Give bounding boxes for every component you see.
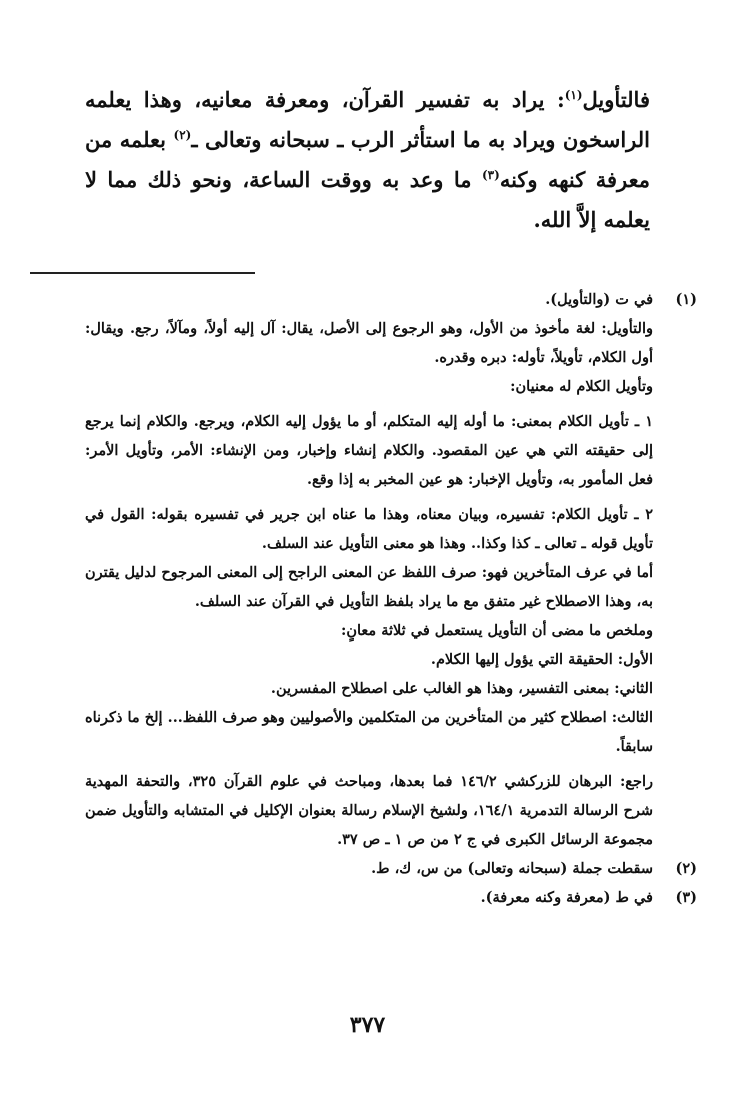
footnote-paragraph: الثالث: اصطلاح كثير من المتأخرين من المتكلمين والأصوليين وهو صرف اللفظ... إلخ ما ذكرناه سابقاً. bbox=[85, 709, 653, 755]
footnote-number: (١) bbox=[675, 291, 697, 308]
main-text-part-3: ما وعد به ووقت الساعة، ونحو ذلك مما لا يعلمه إلاَّ الله. bbox=[85, 167, 650, 232]
footnote-1 bbox=[85, 285, 697, 854]
footnote-2 bbox=[85, 854, 697, 883]
main-term: فالتأويل bbox=[582, 87, 650, 112]
footnote-body bbox=[85, 854, 653, 883]
footnote-paragraph: ٢ ـ تأويل الكلام: تفسيره، وبيان معناه، وهذا ما عناه ابن جرير في تفسيره بقوله: القول في تأويل قوله ـ تعالى ـ كذا وكذا.. وهذا هو معنى التأويل عند السلف. bbox=[85, 506, 653, 552]
footnote-paragraph: ١ ـ تأويل الكلام بمعنى: ما أوله إليه المتكلم، أو ما يؤول إليه الكلام، ويرجع. والكلام إنما يرجع إلى حقيقته التي هي عين المقصود. والكلام إنشاء وإخبار، ومن الإنشاء: الأمر، وتأويل الأمر: فعل المأمور به، وتأويل الإخبار: هو عين المخبر به إذا وقع. bbox=[85, 413, 653, 488]
footnote-3 bbox=[85, 883, 697, 912]
footnote-paragraph: أما في عرف المتأخرين فهو: صرف اللفظ عن المعنى الراجح إلى المعنى المرجوح لدليل يقترن به، وهذا الاصطلاح غير متفق مع ما يراد بلفظ التأويل في القرآن عند السلف. bbox=[85, 564, 653, 610]
footnote-paragraph: راجع: البرهان للزركشي ١٤٦/٢ فما بعدها، ومباحث في علوم القرآن ٣٢٥، والتحفة المهدية شرح الرسالة التدمرية ١٦٤/١، ولشيخ الإسلام رسالة بعنوان الإكليل في المتشابه والتأويل ضمن مجموعة الرسائل الكبرى في ج ٢ من ص ١ ـ ص ٣٧. bbox=[85, 773, 654, 848]
footnote-separator bbox=[30, 272, 255, 274]
footnote-body bbox=[85, 883, 653, 912]
footnote-paragraph: سقطت جملة (سبحانه وتعالى) من س، ك، ط. bbox=[371, 860, 653, 877]
main-text bbox=[85, 80, 650, 240]
footnote-paragraph: الأول: الحقيقة التي يؤول إليها الكلام. bbox=[430, 651, 653, 668]
footnote-body bbox=[85, 285, 653, 854]
footnote-paragraph: وتأويل الكلام له معنيان: bbox=[510, 378, 653, 395]
footnote-ref-1: (١) bbox=[564, 88, 583, 102]
footnote-ref-2: (٢) bbox=[173, 128, 192, 142]
main-text-part-2: بعلمه من معرفة كنهه وكنه bbox=[85, 127, 650, 192]
page-number: ٣٧٧ bbox=[349, 1012, 386, 1038]
footnote-number: (٢) bbox=[675, 860, 697, 877]
footnote-paragraph: في ط (معرفة وكنه معرفة). bbox=[480, 889, 653, 906]
footnotes bbox=[85, 285, 697, 912]
footnote-number: (٣) bbox=[675, 889, 697, 906]
footnote-paragraph: وملخص ما مضى أن التأويل يستعمل في ثلاثة معانٍ: bbox=[340, 622, 653, 639]
main-paragraph bbox=[85, 80, 650, 240]
footnote-paragraph: الثاني: بمعنى التفسير، وهذا هو الغالب على اصطلاح المفسرين. bbox=[270, 680, 653, 697]
footnote-paragraph: والتأويل: لغة مأخوذ من الأول، وهو الرجوع إلى الأصل، يقال: آل إليه أولاً، ومآلاً، رجع. ويقال: أول الكلام، تأويلاً، تأوله: دبره وقدره. bbox=[85, 320, 653, 366]
footnote-ref-3: (٣) bbox=[481, 168, 500, 182]
main-text-part-1: : يراد به تفسير القرآن، ومعرفة معانيه، وهذا يعلمه الراسخون ويراد به ما استأثر الرب ـ سبحانه وتعالى ـ bbox=[85, 87, 650, 152]
footnote-paragraph: في ت (والتأويل). bbox=[545, 291, 653, 308]
